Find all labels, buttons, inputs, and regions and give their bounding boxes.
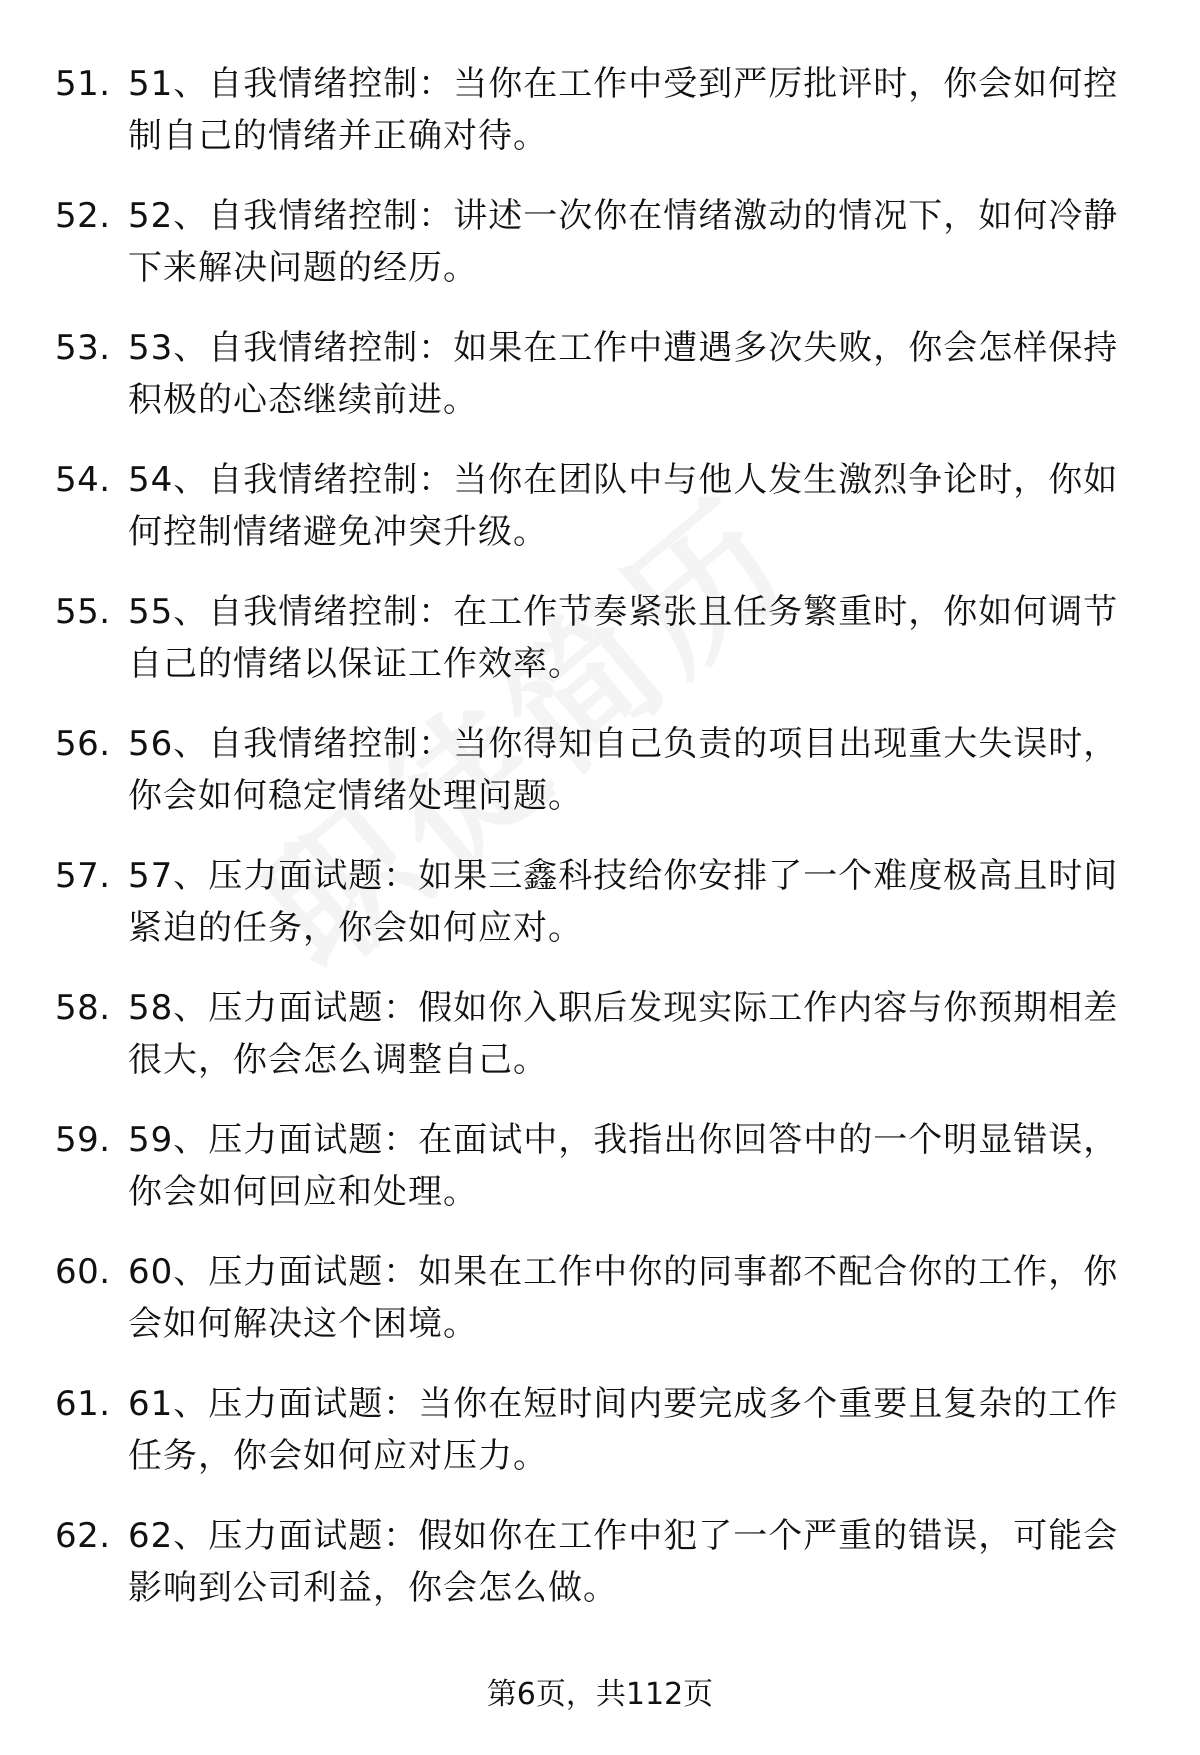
- list-item: [55, 586, 1145, 718]
- question-text: 58、压力面试题：假如你入职后发现实际工作内容与你预期相差很大，你会怎么调整自己。: [128, 988, 1119, 1080]
- list-item: [55, 1246, 1145, 1378]
- question-number: 56.: [55, 724, 111, 764]
- list-item: [55, 982, 1145, 1114]
- question-number: 59.: [55, 1120, 111, 1160]
- list-item: [55, 190, 1145, 322]
- list-item: [55, 322, 1145, 454]
- question-text: 59、压力面试题：在面试中，我指出你回答中的一个明显错误，你会如何回应和处理。: [128, 1120, 1119, 1212]
- question-text: 51、自我情绪控制：当你在工作中受到严厉批评时，你会如何控制自己的情绪并正确对待。: [128, 64, 1119, 156]
- question-number: 58.: [55, 988, 111, 1028]
- question-text: 54、自我情绪控制：当你在团队中与他人发生激烈争论时，你如何控制情绪避免冲突升级。: [128, 460, 1119, 552]
- question-number: 51.: [55, 64, 111, 104]
- question-number: 53.: [55, 328, 111, 368]
- list-item: [55, 850, 1145, 982]
- question-text: 61、压力面试题：当你在短时间内要完成多个重要且复杂的工作任务，你会如何应对压力。: [128, 1384, 1119, 1476]
- question-list: [55, 58, 1145, 1642]
- list-item: [55, 454, 1145, 586]
- question-number: 57.: [55, 856, 111, 896]
- question-number: 55.: [55, 592, 111, 632]
- list-item: [55, 1510, 1145, 1642]
- question-text: 52、自我情绪控制：讲述一次你在情绪激动的情况下，如何冷静下来解决问题的经历。: [128, 196, 1119, 288]
- question-text: 62、压力面试题：假如你在工作中犯了一个严重的错误，可能会影响到公司利益，你会怎么做。: [128, 1516, 1119, 1608]
- question-number: 61.: [55, 1384, 111, 1424]
- question-number: 60.: [55, 1252, 111, 1292]
- page-footer: 第6页，共112页: [486, 1677, 714, 1712]
- question-number: 54.: [55, 460, 111, 500]
- question-number: 62.: [55, 1516, 111, 1556]
- list-item: [55, 58, 1145, 190]
- question-text: 56、自我情绪控制：当你得知自己负责的项目出现重大失误时，你会如何稳定情绪处理问题。: [128, 724, 1119, 816]
- question-text: 60、压力面试题：如果在工作中你的同事都不配合你的工作，你会如何解决这个困境。: [128, 1252, 1119, 1344]
- list-item: [55, 1378, 1145, 1510]
- list-item: [55, 718, 1145, 850]
- question-number: 52.: [55, 196, 111, 236]
- question-text: 57、压力面试题：如果三鑫科技给你安排了一个难度极高且时间紧迫的任务，你会如何应对。: [128, 856, 1119, 948]
- list-item: [55, 1114, 1145, 1246]
- question-text: 55、自我情绪控制：在工作节奏紧张且任务繁重时，你如何调节自己的情绪以保证工作效率。: [128, 592, 1119, 684]
- question-text: 53、自我情绪控制：如果在工作中遭遇多次失败，你会怎样保持积极的心态继续前进。: [128, 328, 1119, 420]
